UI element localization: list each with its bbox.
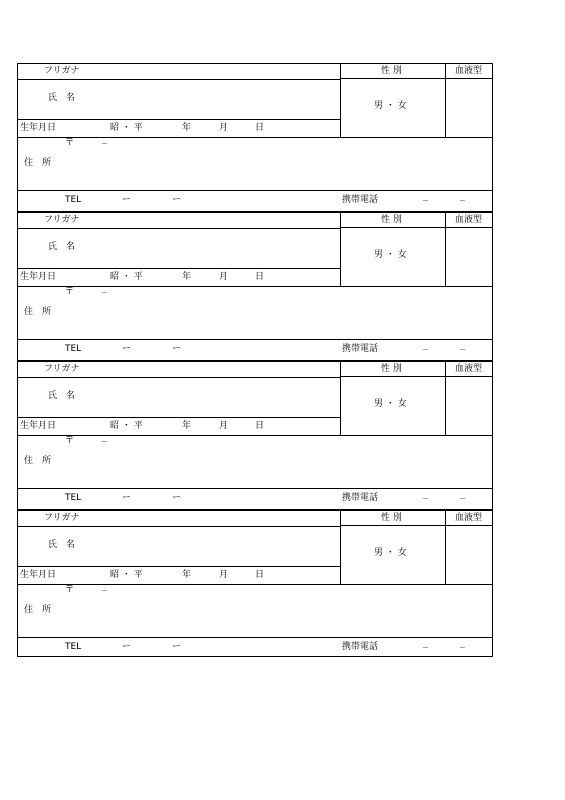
era-options: 昭 ・ 平 <box>110 123 143 133</box>
name-label: 氏 名 <box>48 93 76 103</box>
postal-code-dash: − <box>101 437 108 446</box>
era-options: 昭 ・ 平 <box>110 272 143 282</box>
mobile-phone-label: 携帯電話 <box>342 493 379 503</box>
mobile-phone-label: 携帯電話 <box>342 642 379 652</box>
address-label: 住 所 <box>24 456 52 466</box>
tel-label: TEL <box>65 642 82 652</box>
tel-label: TEL <box>65 195 82 205</box>
gender-options: 男 ・ 女 <box>374 101 407 111</box>
tel-dash-2: ー <box>172 195 182 205</box>
era-options: 昭 ・ 平 <box>110 570 143 580</box>
birthdate-label: 生年月日 <box>20 421 57 431</box>
gender-header: 性 別 <box>381 513 402 523</box>
tel-label: TEL <box>65 344 82 354</box>
birthdate-label: 生年月日 <box>20 123 57 133</box>
gender-header: 性 別 <box>381 66 402 76</box>
postal-code-dash: − <box>101 288 108 297</box>
postal-mark: 〒 <box>65 436 75 446</box>
personal-record-block <box>17 361 493 510</box>
day-label: 日 <box>255 123 265 133</box>
furigana-label: フリガナ <box>44 364 80 374</box>
day-label: 日 <box>255 570 265 580</box>
address-field[interactable] <box>18 436 492 488</box>
year-label: 年 <box>182 123 192 133</box>
blood-type-field[interactable] <box>446 526 492 584</box>
year-label: 年 <box>182 272 192 282</box>
birthdate-field[interactable] <box>18 120 340 137</box>
month-label: 月 <box>219 421 229 431</box>
gender-header: 性 別 <box>381 364 402 374</box>
name-label: 氏 名 <box>48 391 76 401</box>
tel-dash-2: ー <box>172 344 182 354</box>
tel-dash-1: ー <box>122 195 132 205</box>
tel-dash-1: ー <box>122 344 132 354</box>
personal-record-block <box>17 510 493 657</box>
month-label: 月 <box>219 123 229 133</box>
personal-record-block <box>17 63 493 212</box>
blood-type-field[interactable] <box>446 377 492 435</box>
address-label: 住 所 <box>24 158 52 168</box>
year-label: 年 <box>182 421 192 431</box>
birthdate-label: 生年月日 <box>20 570 57 580</box>
postal-mark: 〒 <box>65 287 75 297</box>
day-label: 日 <box>255 421 265 431</box>
era-options: 昭 ・ 平 <box>110 421 143 431</box>
month-label: 月 <box>219 272 229 282</box>
personal-record-block <box>17 212 493 361</box>
mobile-dash-1: − <box>422 345 429 354</box>
mobile-dash-2: − <box>459 643 466 652</box>
birthdate-field[interactable] <box>18 567 340 584</box>
mobile-dash-1: − <box>422 196 429 205</box>
mobile-dash-1: − <box>422 494 429 503</box>
blood-type-header: 血液型 <box>455 513 483 523</box>
mobile-phone-label: 携帯電話 <box>342 195 379 205</box>
birthdate-label: 生年月日 <box>20 272 57 282</box>
postal-mark: 〒 <box>65 138 75 148</box>
postal-code-dash: − <box>101 139 108 148</box>
gender-options: 男 ・ 女 <box>374 250 407 260</box>
birthdate-field[interactable] <box>18 418 340 435</box>
address-field[interactable] <box>18 585 492 637</box>
blood-type-header: 血液型 <box>455 66 483 76</box>
address-field[interactable] <box>18 287 492 339</box>
mobile-dash-2: − <box>459 494 466 503</box>
gender-header: 性 別 <box>381 215 402 225</box>
tel-dash-1: ー <box>122 493 132 503</box>
tel-label: TEL <box>65 493 82 503</box>
registration-form-sheet <box>17 63 493 657</box>
mobile-dash-2: − <box>459 345 466 354</box>
furigana-label: フリガナ <box>44 513 80 523</box>
name-label: 氏 名 <box>48 540 76 550</box>
year-label: 年 <box>182 570 192 580</box>
furigana-label: フリガナ <box>44 66 80 76</box>
blood-type-header: 血液型 <box>455 364 483 374</box>
address-field[interactable] <box>18 138 492 190</box>
gender-options: 男 ・ 女 <box>374 399 407 409</box>
day-label: 日 <box>255 272 265 282</box>
address-label: 住 所 <box>24 307 52 317</box>
address-label: 住 所 <box>24 605 52 615</box>
tel-dash-2: ー <box>172 493 182 503</box>
postal-mark: 〒 <box>65 585 75 595</box>
blood-type-field[interactable] <box>446 79 492 137</box>
mobile-dash-2: − <box>459 196 466 205</box>
mobile-phone-label: 携帯電話 <box>342 344 379 354</box>
furigana-label: フリガナ <box>44 215 80 225</box>
tel-dash-1: ー <box>122 642 132 652</box>
name-label: 氏 名 <box>48 242 76 252</box>
blood-type-header: 血液型 <box>455 215 483 225</box>
month-label: 月 <box>219 570 229 580</box>
mobile-dash-1: − <box>422 643 429 652</box>
blood-type-field[interactable] <box>446 228 492 286</box>
birthdate-field[interactable] <box>18 269 340 286</box>
gender-options: 男 ・ 女 <box>374 548 407 558</box>
postal-code-dash: − <box>101 586 108 595</box>
tel-dash-2: ー <box>172 642 182 652</box>
